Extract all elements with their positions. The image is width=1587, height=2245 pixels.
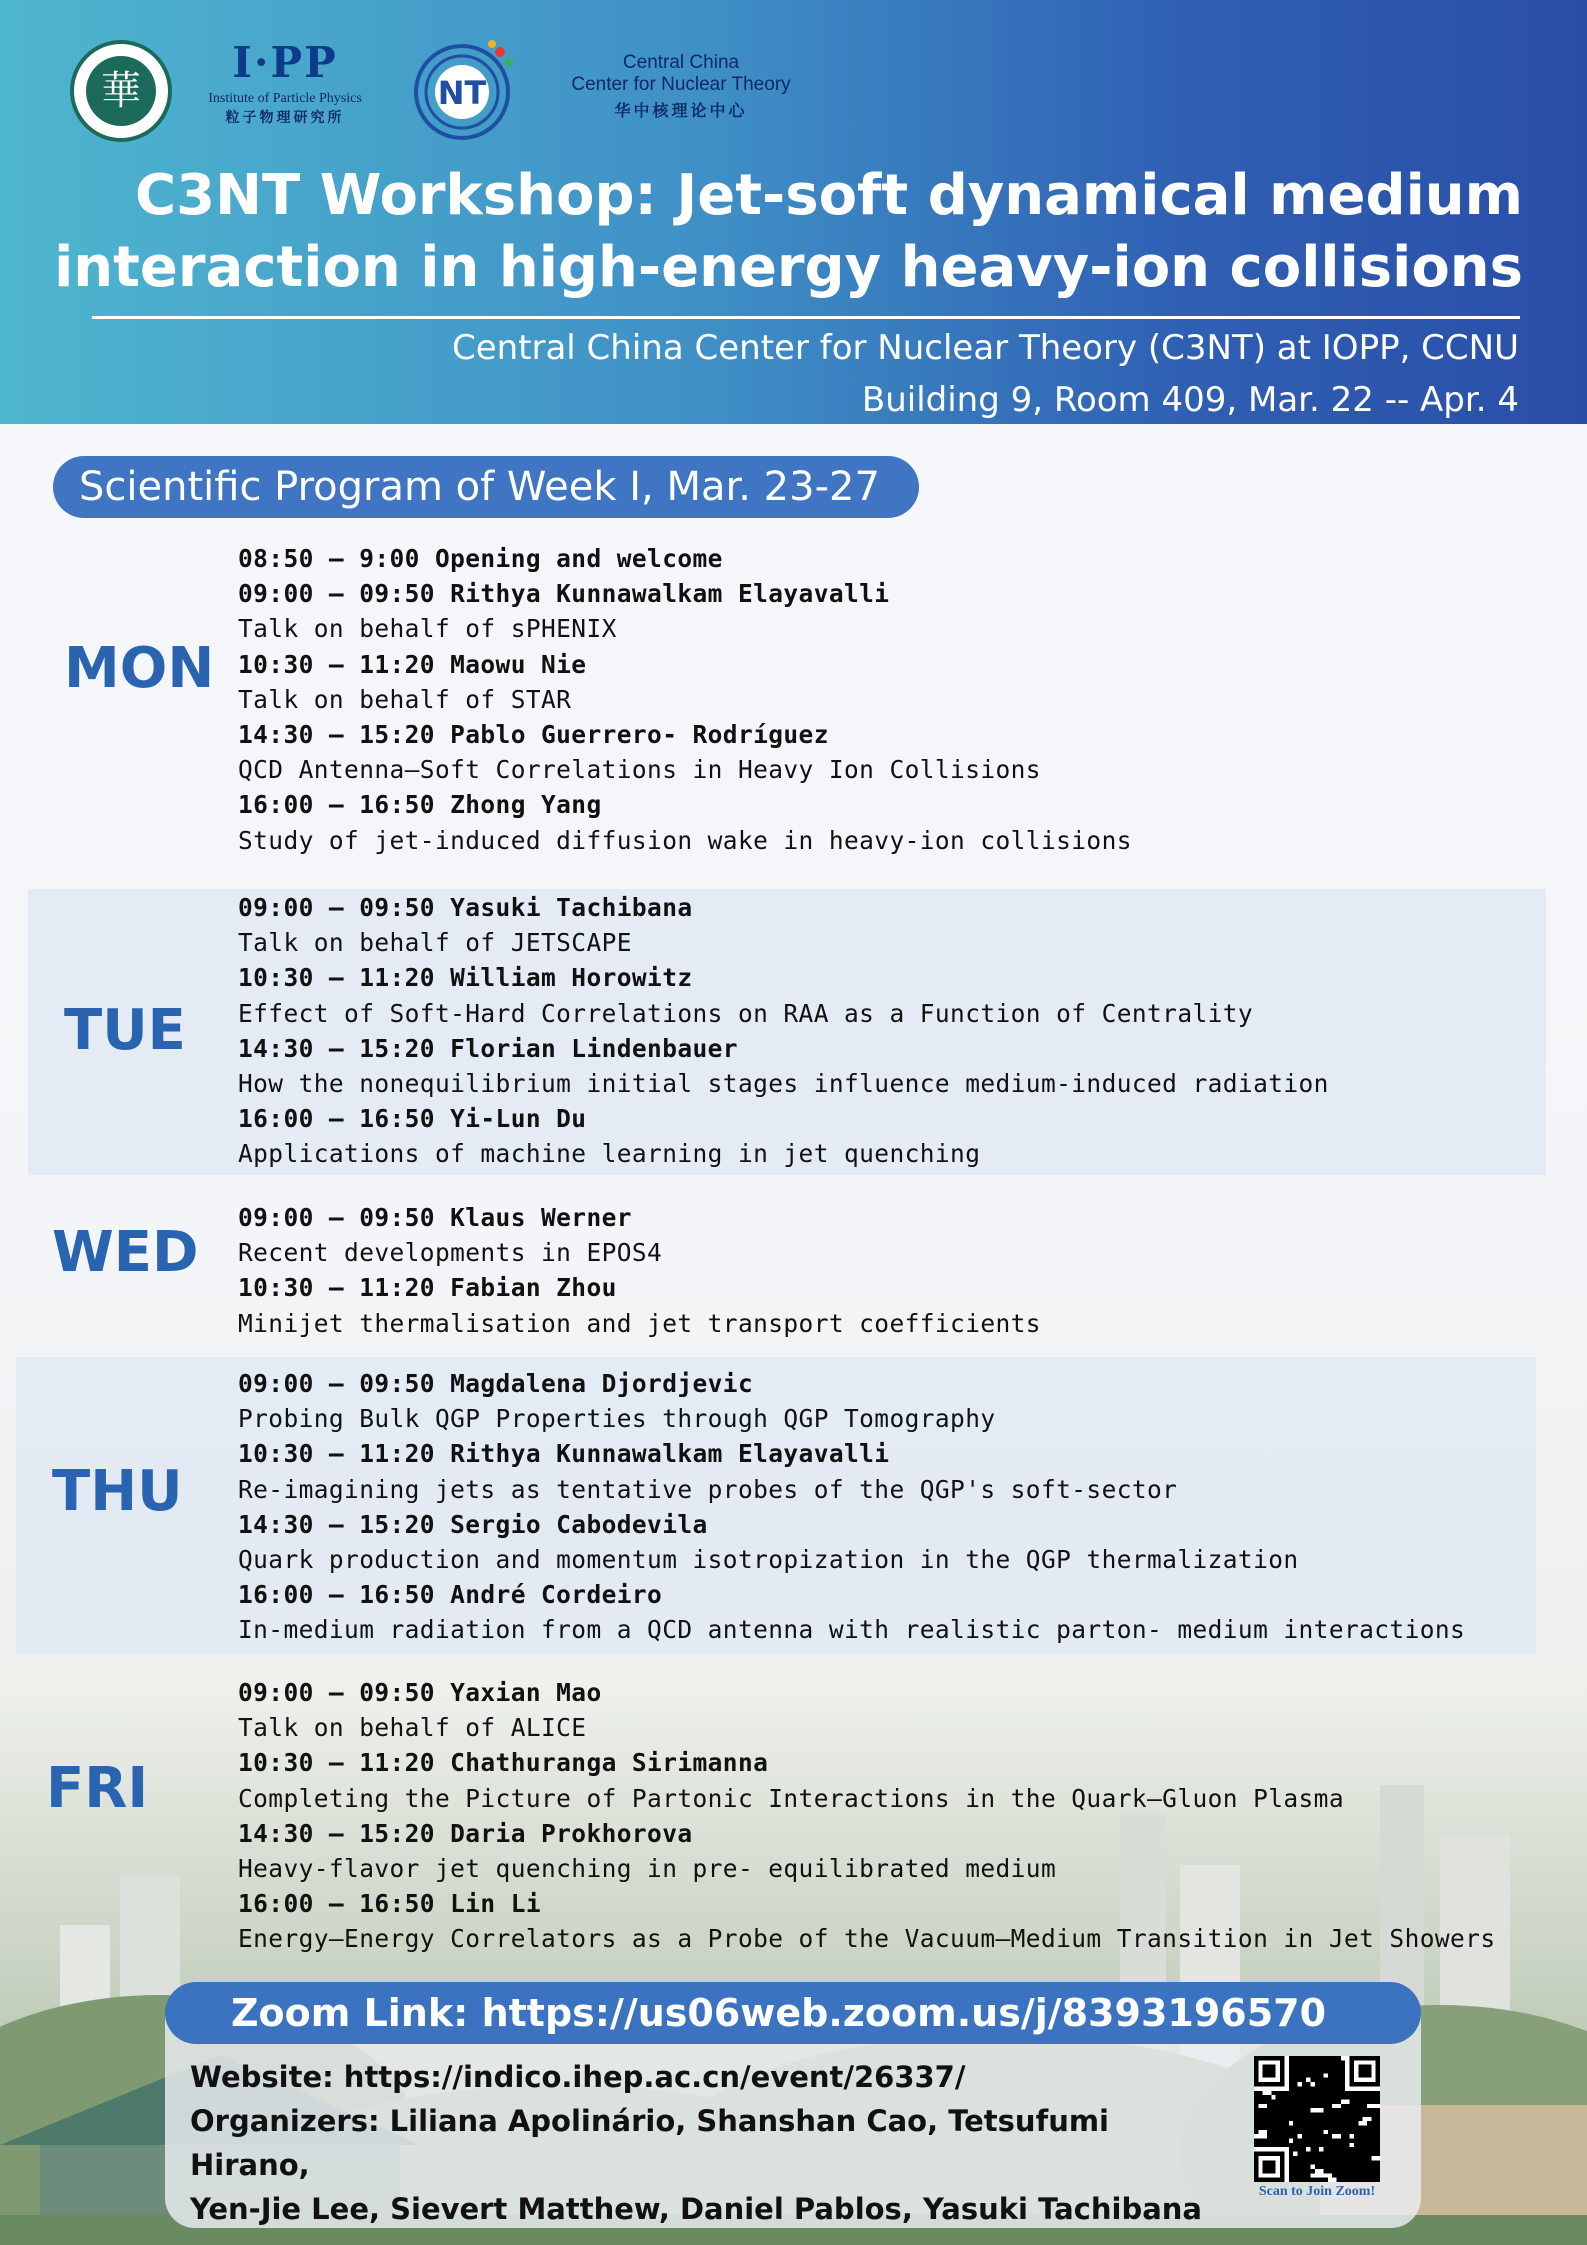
- talk-slot-heading: 09:00 – 09:50 Yasuki Tachibana: [238, 893, 693, 922]
- talk-title: Energy–Energy Correlators as a Probe of the Vacuum–Medium Transition in Jet Showers: [238, 1924, 1496, 1954]
- talk-title: How the nonequilibrium initial stages influence medium-induced radiation: [238, 1069, 1329, 1099]
- talk-slot-heading: 09:00 – 09:50 Magdalena Djordjevic: [238, 1369, 754, 1398]
- talk-slot-heading: 09:00 – 09:50 Klaus Werner: [238, 1203, 632, 1232]
- talk-title: Applications of machine learning in jet quenching: [238, 1139, 981, 1169]
- talk-slot-heading: 08:50 – 9:00 Opening and welcome: [238, 544, 723, 573]
- qr-code-icon[interactable]: [1254, 2056, 1380, 2182]
- c3nt-chinese: 华中核理论中心: [614, 101, 748, 120]
- talk-title: Completing the Picture of Partonic Interactions in the Quark–Gluon Plasma: [238, 1783, 1344, 1813]
- c3nt-logo-text: [556, 52, 806, 121]
- talk-title: Probing Bulk QGP Properties through QGP Tomography: [238, 1404, 996, 1434]
- schedule-fri: [238, 1675, 1495, 1957]
- schedule-wed: [238, 1200, 1041, 1341]
- zoom-link-bar[interactable]: Zoom Link: https://us06web.zoom.us/j/8393196570: [165, 1982, 1421, 2044]
- talk-slot-heading: 10:30 – 11:20 Maowu Nie: [238, 649, 587, 679]
- talk-slot-heading: 16:00 – 16:50 André Cordeiro: [238, 1580, 663, 1610]
- page-title: [43, 160, 1523, 304]
- iopp-logo: [205, 38, 365, 148]
- iopp-logo-english: Institute of Particle Physics: [208, 91, 362, 106]
- day-label-thu: THU: [52, 1459, 183, 1524]
- talk-title: Talk on behalf of JETSCAPE: [238, 928, 632, 958]
- talk-slot-heading: 16:00 – 16:50 Yi-Lun Du: [238, 1104, 587, 1134]
- talk-slot-heading: 16:00 – 16:50 Lin Li: [238, 1889, 542, 1919]
- talk-slot-heading: 14:30 – 15:20 Daria Prokhorova: [238, 1818, 693, 1848]
- organizers-line-1: Organizers: Liliana Apolinário, Shanshan Cao, Tetsufumi Hirano,: [190, 2104, 1109, 2182]
- talk-title: Quark production and momentum isotropization in the QGP thermalization: [238, 1545, 1299, 1575]
- talk-slot-heading: 16:00 – 16:50 Zhong Yang: [238, 790, 602, 820]
- title-divider: [92, 316, 1520, 319]
- talk-title: Re-imagining jets as tentative probes of the QGP's soft-sector: [238, 1474, 1178, 1504]
- venue-subtitle: [219, 322, 1519, 426]
- organizers-line-2: Yen-Jie Lee, Sievert Matthew, Daniel Pablos, Yasuki Tachibana: [190, 2192, 1202, 2226]
- talk-title: Talk on behalf of ALICE: [238, 1713, 587, 1743]
- talk-title: Effect of Soft-Hard Correlations on RAA as a Function of Centrality: [238, 998, 1254, 1028]
- talk-slot-heading: 09:00 – 09:50 Rithya Kunnawalkam Elayavalli: [238, 579, 890, 609]
- talk-slot-heading: 10:30 – 11:20 William Horowitz: [238, 963, 693, 993]
- footer-info: [190, 2055, 1210, 2231]
- c3nt-english-line1: Central China: [622, 52, 740, 73]
- talk-title: Minijet thermalisation and jet transport coefficients: [238, 1308, 1041, 1338]
- day-label-mon: MON: [64, 636, 215, 701]
- talk-slot-heading: 14:30 – 15:20 Florian Lindenbauer: [238, 1033, 738, 1063]
- ccnu-logo-glyph: 華: [86, 56, 156, 126]
- subtitle-line-2: Building 9, Room 409, Mar. 22 -- Apr. 4: [861, 380, 1519, 420]
- schedule-tue: [238, 890, 1329, 1172]
- day-label-wed: WED: [52, 1220, 199, 1285]
- talk-slot-heading: 14:30 – 15:20 Pablo Guerrero- Rodríguez: [238, 720, 829, 750]
- talk-slot-heading: 14:30 – 15:20 Sergio Cabodevila: [238, 1509, 708, 1539]
- talk-title: In-medium radiation from a QCD antenna with realistic parton- medium interactions: [238, 1615, 1466, 1645]
- title-line-2: interaction in high-energy heavy-ion collisions: [54, 235, 1523, 300]
- day-label-tue: TUE: [64, 998, 186, 1063]
- c3nt-logo-icon: [412, 38, 516, 142]
- iopp-logo-mark: I·PP: [232, 38, 338, 87]
- talk-title: Heavy-flavor jet quenching in pre- equilibrated medium: [238, 1854, 1057, 1884]
- program-banner: Scientific Program of Week I, Mar. 23-27: [53, 456, 919, 518]
- schedule-mon: [238, 541, 1132, 858]
- day-label-fri: FRI: [46, 1756, 149, 1821]
- talk-title: Recent developments in EPOS4: [238, 1238, 663, 1268]
- talk-slot-heading: 10:30 – 11:20 Fabian Zhou: [238, 1273, 617, 1303]
- schedule-thu: [238, 1366, 1465, 1648]
- subtitle-line-1: Central China Center for Nuclear Theory (C3NT) at IOPP, CCNU: [451, 328, 1519, 368]
- header-banner: [0, 0, 1587, 424]
- talk-slot-heading: 10:30 – 11:20 Rithya Kunnawalkam Elayavalli: [238, 1439, 890, 1469]
- talk-title: Study of jet-induced diffusion wake in heavy-ion collisions: [238, 825, 1132, 855]
- title-line-1: C3NT Workshop: Jet-soft dynamical medium: [135, 163, 1523, 228]
- c3nt-logo-mark: NT: [437, 74, 487, 112]
- talk-slot-heading: 09:00 – 09:50 Yaxian Mao: [238, 1678, 602, 1707]
- qr-caption: Scan to Join Zoom!: [1258, 2184, 1376, 2199]
- c3nt-english-line2: Center for Nuclear Theory: [571, 74, 791, 95]
- website-link[interactable]: Website: https://indico.ihep.ac.cn/event/26337/: [190, 2060, 966, 2094]
- iopp-logo-chinese: 粒子物理研究所: [225, 110, 345, 126]
- talk-slot-heading: 10:30 – 11:20 Chathuranga Sirimanna: [238, 1748, 769, 1778]
- talk-title: QCD Antenna—Soft Correlations in Heavy Ion Collisions: [238, 755, 1041, 785]
- talk-title: Talk on behalf of STAR: [238, 684, 572, 714]
- ccnu-logo: [70, 40, 172, 142]
- talk-title: Talk on behalf of sPHENIX: [238, 614, 617, 644]
